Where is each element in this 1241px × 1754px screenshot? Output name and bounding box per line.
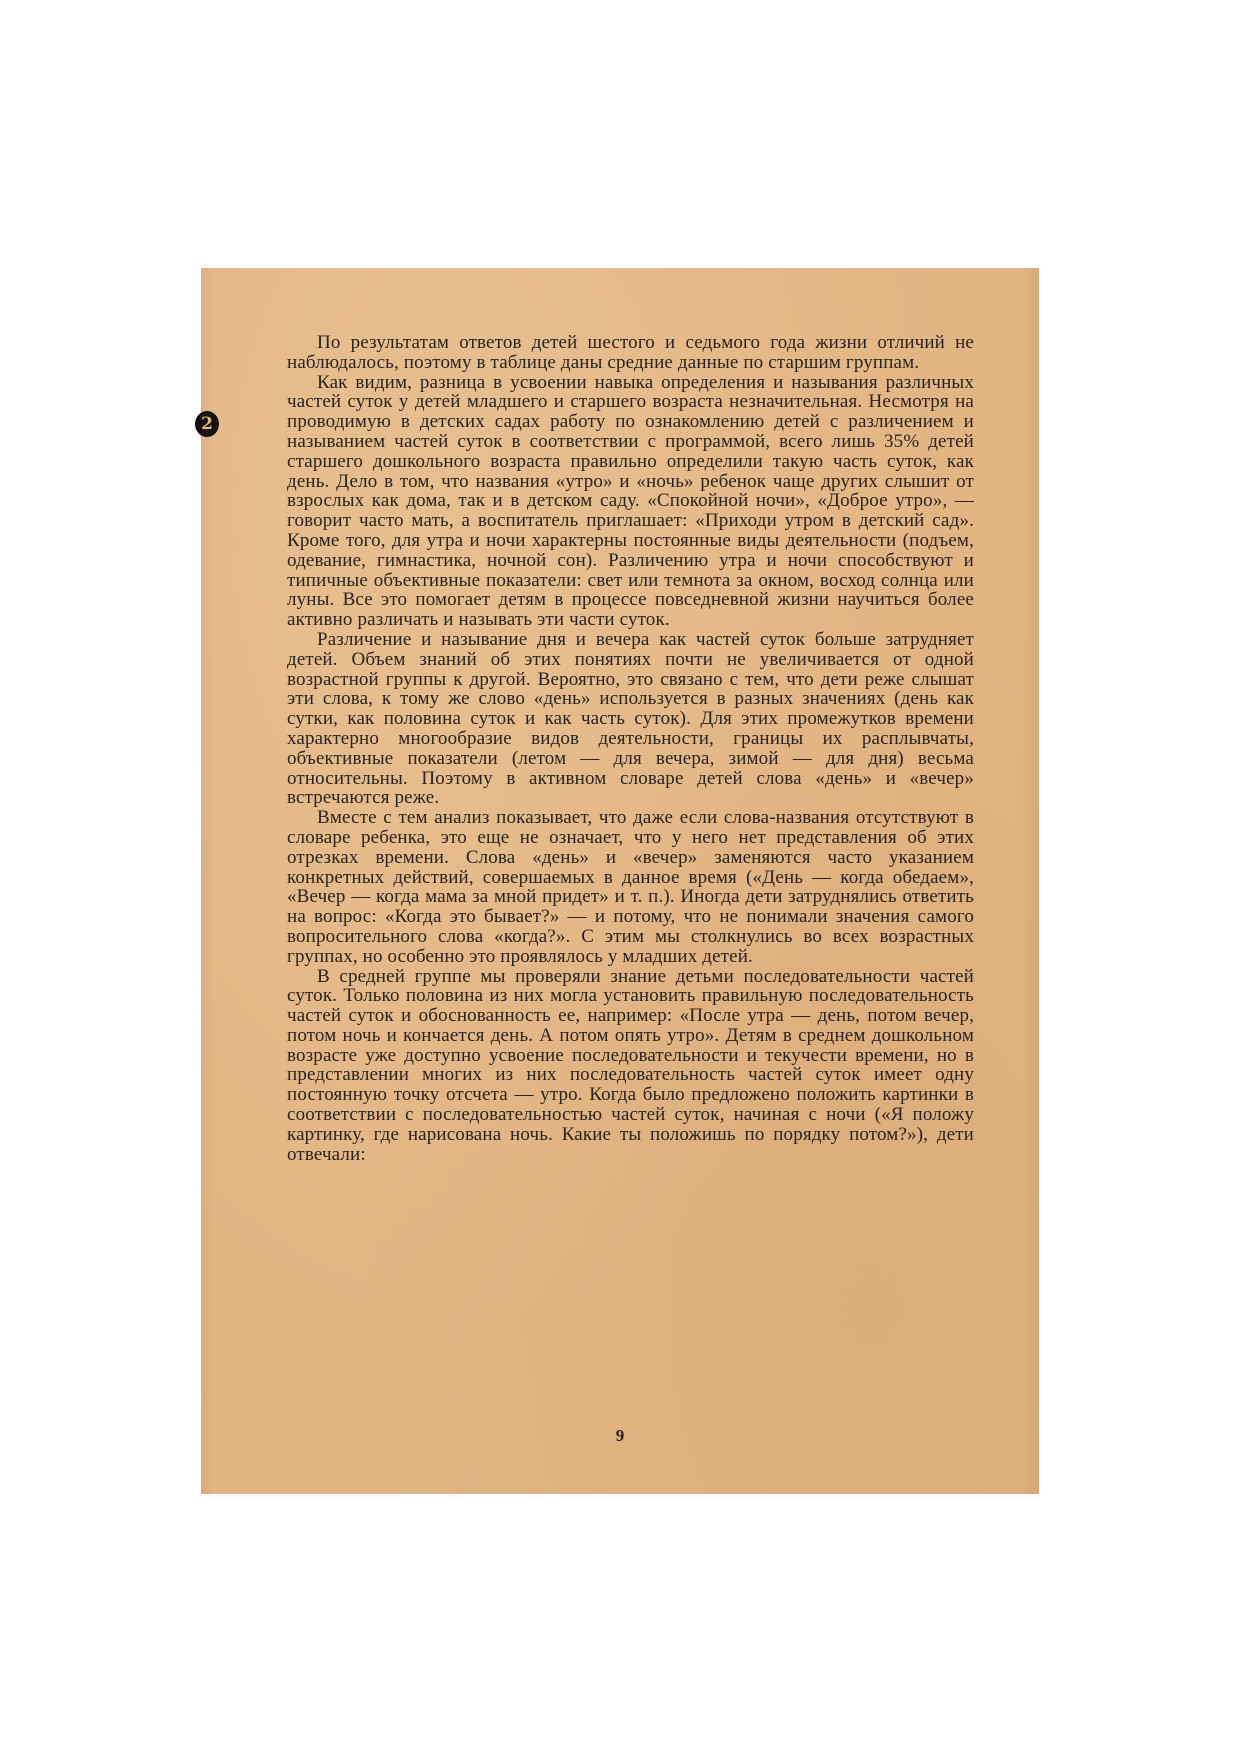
page-marker-badge: 2	[195, 411, 219, 437]
paragraph-2: Как видим, разница в усвоении навыка определения и называния различных частей суток у детей младшего и старшего возраста незначительная. Несмотря на проводимую в детских садах работу по ознакомлению детей с различением и называнием частей суток в соответствии с программой, всего лишь 35% детей старшего дошкольного возраста правильно определили такую часть суток, как день. Дело в том, что названия «утро» и «ночь» ребенок чаще других слышит от взрослых как дома, так и в детском саду. «Спокойной ночи», «Доброе утро», — говорит часто мать, а воспитатель приглашает: «Приходи утром в детский сад». Кроме того, для утра и ночи характерны постоянные виды деятельности (подъем, одевание, гимнастика, ночной сон). Различению утра и ночи способствуют и типичные объективные показатели: свет или темнота за окном, восход солнца или луны. Все это помогает детям в процессе повседневной жизни научиться более активно различать и называть эти части суток.	[287, 371, 974, 631]
paragraph-5: В средней группе мы проверяли знание детьми последовательности частей суток. Только половина из них могла установить правильную последовательность частей суток и обоснованность ее, например: «После утра — день, потом вечер, потом ночь и кончается день. А потом опять утро». Детям в среднем дошкольном возрасте уже доступно усвоение последовательности и текучести времени, но в представлении многих из них последовательность частей суток имеет одну постоянную точку отсчета — утро. Когда было предложено положить картинки в соответствии с последовательностью частей суток, начиная с ночи («Я положу картинку, где нарисована ночь. Какие ты положишь по порядку потом?»), дети отвечали:	[287, 965, 974, 1165]
body-text	[287, 333, 974, 1164]
paragraph-3: Различение и называние дня и вечера как частей суток больше затрудняет детей. Объем знаний об этих понятиях почти не увеличивается от одной возрастной группы к другой. Вероятно, это связано с тем, что дети реже слышат эти слова, к тому же слово «день» используется в разных значениях (день как сутки, как половина суток и как часть суток). Для этих промежутков времени характерно многообразие видов деятельности, границы их расплывчаты, объективные показатели (летом — для вечера, зимой — для дня) весьма относительны. Поэтому в активном словаре детей слова «день» и «вечер» встречаются реже.	[287, 628, 974, 809]
paragraph-4: Вместе с тем анализ показывает, что даже если слова-названия отсутствуют в словаре ребенка, это еще не означает, что у него нет представления об этих отрезках времени. Слова «день» и «вечер» заменяются часто указанием конкретных действий, совершаемых в данное время («День — когда обедаем», «Вечер — когда мама за мной придет» и т. п.). Иногда дети затруднялись ответить на вопрос: «Когда это бывает?» — и потому, что не понимали значения самого вопросительного слова «когда?». С этим мы столкнулись во всех возрастных группах, но особенно это проявлялось у младших детей.	[287, 807, 974, 967]
paragraph-1: По результатам ответов детей шестого и седьмого года жизни отличий не наблюдалось, поэтому в таблице даны средние данные по старшим группам.	[287, 332, 974, 373]
scanned-page	[201, 268, 1039, 1494]
page-number: 9	[615, 1426, 625, 1445]
